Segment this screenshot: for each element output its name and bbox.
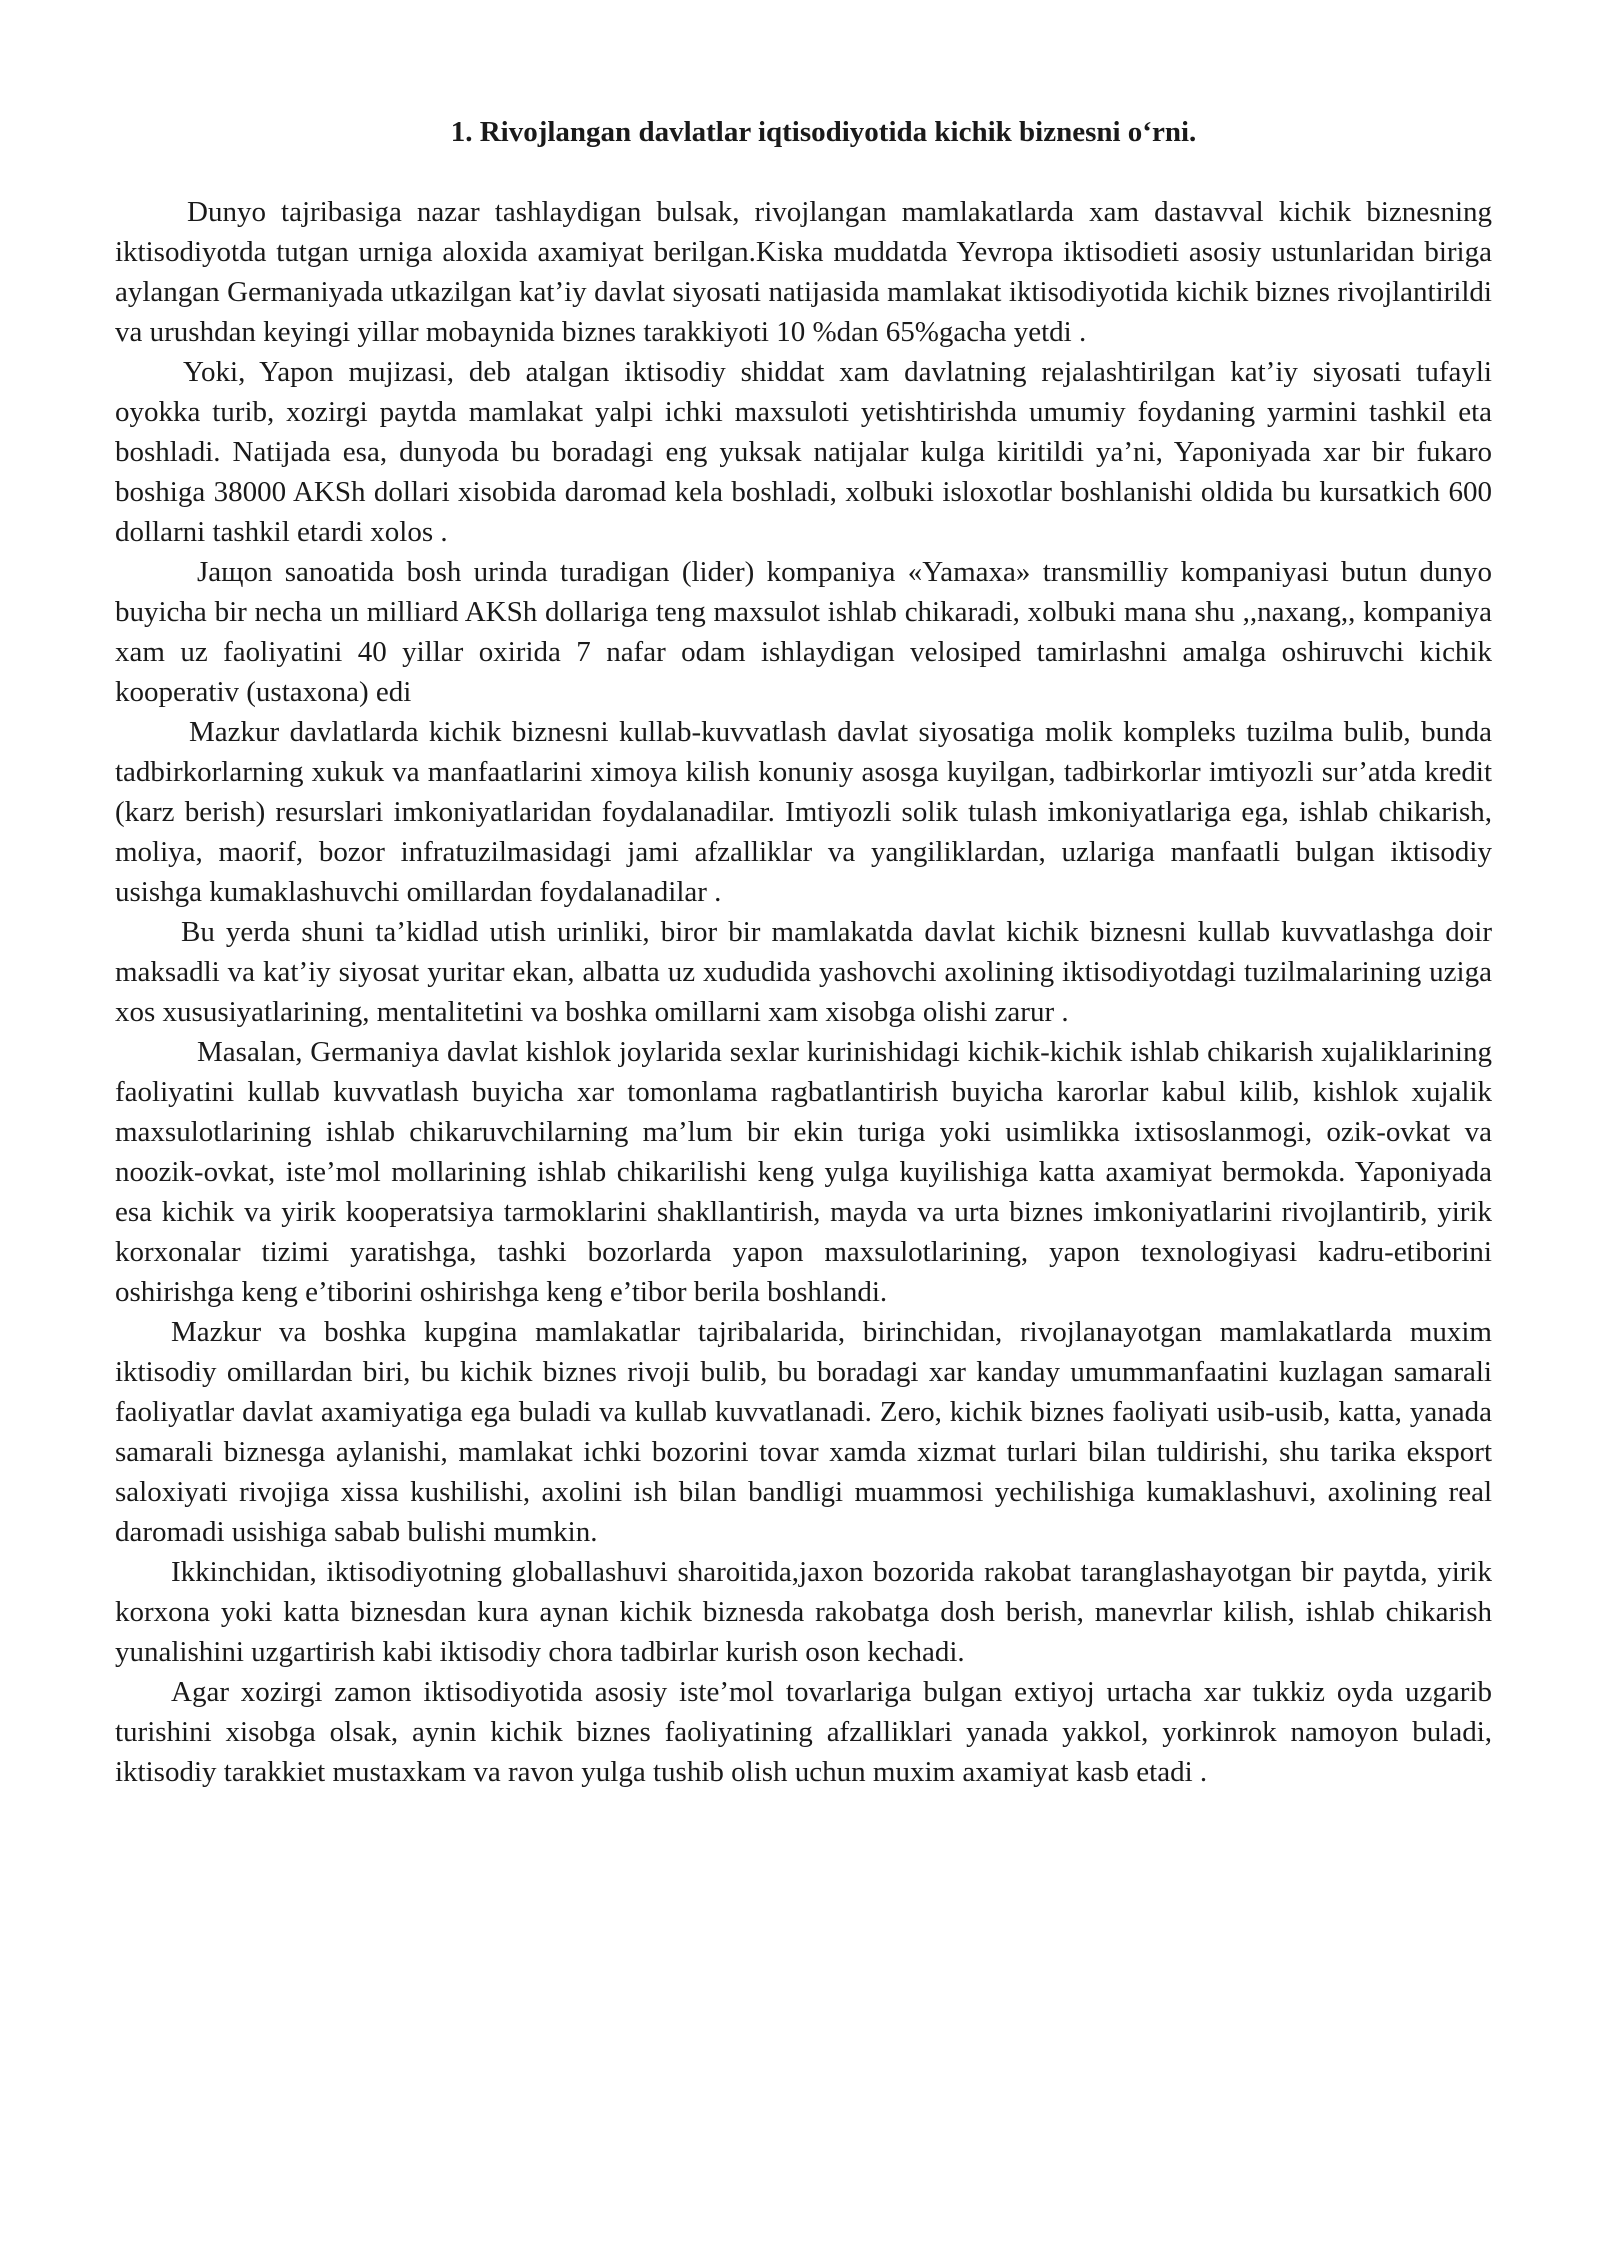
paragraph-9: Agar xozirgi zamon iktisodiyotida asosiy iste’mol tovarlariga bulgan extiyoj urtacha xar tukkiz oyda uzgarib turishini xisobga olsak, aynin kichik biznes faoliyatining afzalliklari yanada yakkol, yorkinrok namoyon buladi, iktisodiy tarakkiet mustaxkam va ravon yulga tushib olish uchun muxim axamiyat kasb etadi . (115, 1676, 1492, 1788)
paragraph-6: Masalan, Germaniya davlat kishlok joylarida sexlar kurinishidagi kichik-kichik ishlab chikarish xujaliklarining faoliyatini kullab kuvvatlash buyicha xar tomonlama ragbatlantirish buyicha karorlar kabul kilib, kishlok xujalik maxsulotlarining ishlab chikaruvchilarning ma’lum bir ekin turiga yoki usimlikka ixtisoslanmogi, ozik-ovkat va noozik-ovkat, iste’mol mollarining ishlab chikarilishi keng yulga kuyilishiga katta axamiyat bermokda. Yaponiyada esa kichik va yirik kooperatsiya tarmoklarini shakllantirish, mayda va urta biznes imkoniyatlarini rivojlantirib, yirik korxonalar tizimi yaratishga, tashki bozorlarda yapon maxsulotlarining, yapon texnologiyasi kadru-etiborini oshirishga keng e’tiborini oshirishga keng e’tibor berila boshlandi. (115, 1036, 1492, 1308)
paragraph-4: Mazkur davlatlarda kichik biznesni kullab-kuvvatlash davlat siyosatiga molik kompleks tuzilma bulib, bunda tadbirkorlarning xukuk va manfaatlarini ximoya kilish konuniy asosga kuyilgan, tadbirkorlar imtiyozli sur’atda kredit (karz berish) resurslari imkoniyatlaridan foydalanadilar. Imtiyozli solik tulash imkoniyatlariga ega, ishlab chikarish, moliya, maorif, bozor infratuzilmasidagi jami afzalliklar va yangiliklardan, uzlariga manfaatli bulgan iktisodiy usishga kumaklashuvchi omillardan foydalanadilar . (115, 716, 1492, 908)
paragraph-5: Bu yerda shuni ta’kidlad utish urinliki, biror bir mamlakatda davlat kichik biznesni kullab kuvvatlashga doir maksadli va kat’iy siyosat yuritar ekan, albatta uz xududida yashovchi axolining iktisodiyotdagi tuzilmalarining uziga xos xususiyatlarining, mentalitetini va boshka omillarni xam xisobga olishi zarur . (115, 916, 1492, 1028)
paragraph-1: Dunyo tajribasiga nazar tashlaydigan bulsak, rivojlangan mamlakatlarda xam dastavval kichik biznesning iktisodiyotda tutgan urniga aloxida axamiyat berilgan.Kiska muddatda Yevropa iktisodieti asosiy ustunlaridan biriga aylangan Germaniyada utkazilgan kat’iy davlat siyosati natijasida mamlakat iktisodiyotida kichik biznes rivojlantirildi va urushdan keyingi yillar mobaynida biznes tarakkiyoti 10 %dan 65%gacha yetdi . (115, 196, 1492, 348)
paragraph-8: Ikkinchidan, iktisodiyotning globallashuvi sharoitida,jaxon bozorida rakobat taranglashayotgan bir paytda, yirik korxona yoki katta biznesdan kura aynan kichik biznesda rakobatga dosh berish, manevrlar kilish, ishlab chikarish yunalishini uzgartirish kabi iktisodiy chora tadbirlar kurish oson kechadi. (115, 1556, 1492, 1668)
paragraph-2: Yoki, Yapon mujizasi, deb atalgan iktisodiy shiddat xam davlatning rejalashtirilgan kat’iy siyosati tufayli oyokka turib, xozirgi paytda mamlakat yalpi ichki maxsuloti yetishtirishda umumiy foydaning yarmini tashkil eta boshladi. Natijada esa, dunyoda bu boradagi eng yuksak natijalar kulga kiritildi ya’ni, Yaponiyada xar bir fukaro boshiga 38000 AKSh dollari xisobida daromad kela boshladi, xolbuki isloxotlar boshlanishi oldida bu kursatkich 600 dollarni tashkil etardi xolos . (115, 356, 1492, 548)
paragraph-7: Mazkur va boshka kupgina mamlakatlar tajribalarida, birinchidan, rivojlanayotgan mamlakatlarda muxim iktisodiy omillardan biri, bu kichik biznes rivoji bulib, bu boradagi xar kanday umummanfaatini kuzlagan samarali faoliyatlar davlat axamiyatiga ega buladi va kullab kuvvatlanadi. Zero, kichik biznes faoliyati usib-usib, katta, yanada samarali biznesga aylanishi, mamlakat ichki bozorini tovar xamda xizmat turlari bilan tuldirishi, shu tarika eksport saloxiyati rivojiga xissa kushilishi, axolini ish bilan bandligi muammosi yechilishiga kumaklashuvi, axolining real daromadi usishiga sabab bulishi mumkin. (115, 1316, 1492, 1548)
document-title: 1. Rivojlangan davlatlar iqtisodiyotida kichik biznesni o‘rni. (450, 116, 1197, 148)
document-page (115, 112, 1492, 1792)
paragraph-3: Jaщon sanoatida bosh urinda turadigan (lider) kompaniya «Yamaxa» transmilliy kompaniyasi butun dunyo buyicha bir necha un milliard AKSh dollariga teng maxsulot ishlab chikaradi, xolbuki mana shu ,,naxang,, kompaniya xam uz faoliyatini 40 yillar oxirida 7 nafar odam ishlaydigan velosiped tamirlashni amalga oshiruvchi kichik kooperativ (ustaxona) edi (115, 556, 1492, 708)
